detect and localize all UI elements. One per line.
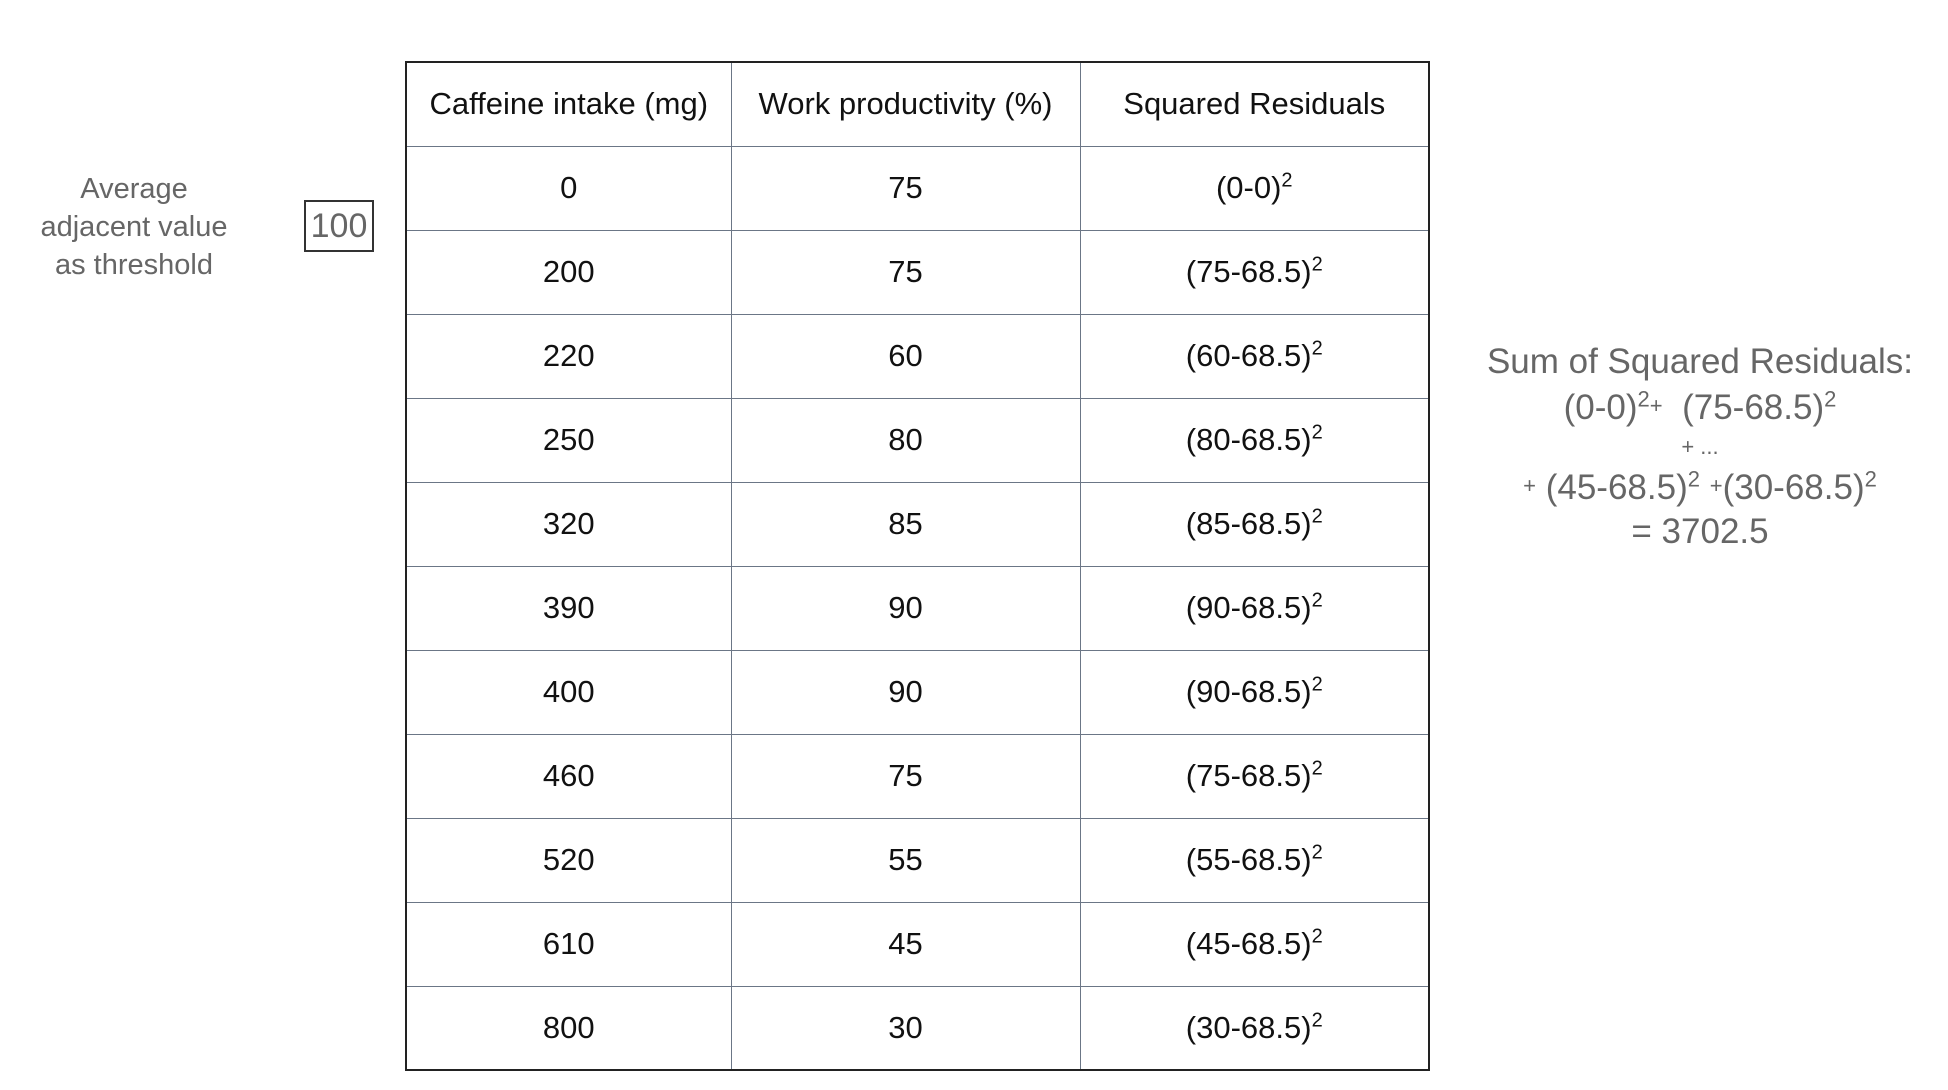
cell-caffeine: 400 <box>406 650 731 734</box>
residual-expression: (30-68.5) <box>1185 1009 1312 1045</box>
residual-exponent: 2 <box>1311 505 1323 528</box>
residual-exponent: 2 <box>1311 1009 1323 1032</box>
residual-exponent: 2 <box>1311 673 1323 696</box>
table-row <box>406 146 1429 230</box>
residual-expression: (45-68.5) <box>1185 926 1312 961</box>
residual-exponent: 2 <box>1281 169 1293 192</box>
cell-productivity: 90 <box>731 650 1080 734</box>
sum-plus-1: + <box>1649 393 1663 418</box>
cell-caffeine: 610 <box>406 902 731 986</box>
table-row <box>406 818 1429 902</box>
cell-squared-residual <box>1080 146 1429 230</box>
cell-caffeine: 250 <box>406 398 731 482</box>
table-row <box>406 734 1429 818</box>
residual-expression: (85-68.5) <box>1185 506 1312 541</box>
threshold-label-line-1: Average <box>80 173 188 205</box>
cell-squared-residual <box>1080 650 1429 734</box>
sum-term-4-exponent: 2 <box>1864 466 1877 492</box>
sum-title: Sum of Squared Residuals: <box>1486 342 1914 381</box>
sum-term-3-exponent: 2 <box>1687 466 1700 492</box>
cell-squared-residual <box>1080 734 1429 818</box>
cell-productivity: 75 <box>731 230 1080 314</box>
sum-term-4: (30-68.5) <box>1722 468 1865 507</box>
cell-caffeine: 460 <box>406 734 731 818</box>
cell-productivity: 85 <box>731 482 1080 566</box>
cell-caffeine: 390 <box>406 566 731 650</box>
cell-productivity: 75 <box>731 734 1080 818</box>
sum-line-1 <box>1460 384 1940 430</box>
table-row <box>406 230 1429 314</box>
residual-expression: (90-68.5) <box>1185 674 1312 709</box>
threshold-label <box>14 170 254 284</box>
cell-caffeine: 320 <box>406 482 731 566</box>
sum-term-3: (45-68.5) <box>1545 468 1688 507</box>
cell-productivity: 30 <box>731 986 1080 1070</box>
table-body <box>406 146 1429 1070</box>
sum-plus-3: + <box>1709 473 1723 498</box>
cell-squared-residual <box>1080 986 1429 1070</box>
cell-squared-residual <box>1080 902 1429 986</box>
threshold-label-line-2: adjacent value <box>40 211 228 243</box>
table-row <box>406 986 1429 1070</box>
residual-exponent: 2 <box>1311 337 1323 360</box>
sum-term-1: (0-0) <box>1563 388 1638 427</box>
table-row <box>406 398 1429 482</box>
cell-squared-residual <box>1080 398 1429 482</box>
data-table <box>405 61 1430 1071</box>
residual-expression: (60-68.5) <box>1185 338 1312 373</box>
table-row <box>406 650 1429 734</box>
header-squared-residuals: Squared Residuals <box>1080 62 1429 146</box>
residual-exponent: 2 <box>1311 253 1323 276</box>
table-row <box>406 566 1429 650</box>
sum-term-2-exponent: 2 <box>1824 386 1837 412</box>
threshold-label-line-3: as threshold <box>55 249 213 281</box>
sum-line-2 <box>1460 464 1940 510</box>
cell-productivity: 75 <box>731 146 1080 230</box>
cell-squared-residual <box>1080 314 1429 398</box>
threshold-value-box: 100 <box>304 200 374 252</box>
residual-expression: (75-68.5) <box>1185 254 1312 289</box>
cell-productivity: 55 <box>731 818 1080 902</box>
cell-productivity: 60 <box>731 314 1080 398</box>
header-productivity: Work productivity (%) <box>731 62 1080 146</box>
cell-productivity: 80 <box>731 398 1080 482</box>
residual-exponent: 2 <box>1311 757 1323 780</box>
cell-squared-residual <box>1080 818 1429 902</box>
cell-caffeine: 220 <box>406 314 731 398</box>
cell-squared-residual <box>1080 482 1429 566</box>
residual-exponent: 2 <box>1311 925 1323 948</box>
residual-expression: (90-68.5) <box>1185 590 1312 625</box>
sum-dots: + ... <box>1681 434 1719 459</box>
table-row <box>406 314 1429 398</box>
table-header-row <box>406 62 1429 146</box>
sum-plus-2: + <box>1523 473 1536 498</box>
residual-exponent: 2 <box>1311 421 1323 444</box>
cell-caffeine: 200 <box>406 230 731 314</box>
residual-expression: (80-68.5) <box>1185 422 1312 457</box>
residual-expression: (75-68.5) <box>1185 758 1312 793</box>
residual-exponent: 2 <box>1311 589 1323 612</box>
cell-caffeine: 800 <box>406 986 731 1070</box>
sum-term-2: (75-68.5) <box>1682 388 1825 427</box>
cell-caffeine: 0 <box>406 146 731 230</box>
sum-term-1-exponent: 2 <box>1637 386 1650 412</box>
cell-squared-residual <box>1080 230 1429 314</box>
residual-expression: (0-0) <box>1215 170 1282 205</box>
sum-total: = 3702.5 <box>1631 512 1769 551</box>
cell-productivity: 45 <box>731 902 1080 986</box>
residual-expression: (55-68.5) <box>1185 842 1312 877</box>
sum-of-squared-residuals <box>1460 340 1940 554</box>
cell-squared-residual <box>1080 566 1429 650</box>
table-row <box>406 902 1429 986</box>
cell-productivity: 90 <box>731 566 1080 650</box>
header-caffeine: Caffeine intake (mg) <box>406 62 731 146</box>
residual-exponent: 2 <box>1311 841 1323 864</box>
cell-caffeine: 520 <box>406 818 731 902</box>
table-row <box>406 482 1429 566</box>
